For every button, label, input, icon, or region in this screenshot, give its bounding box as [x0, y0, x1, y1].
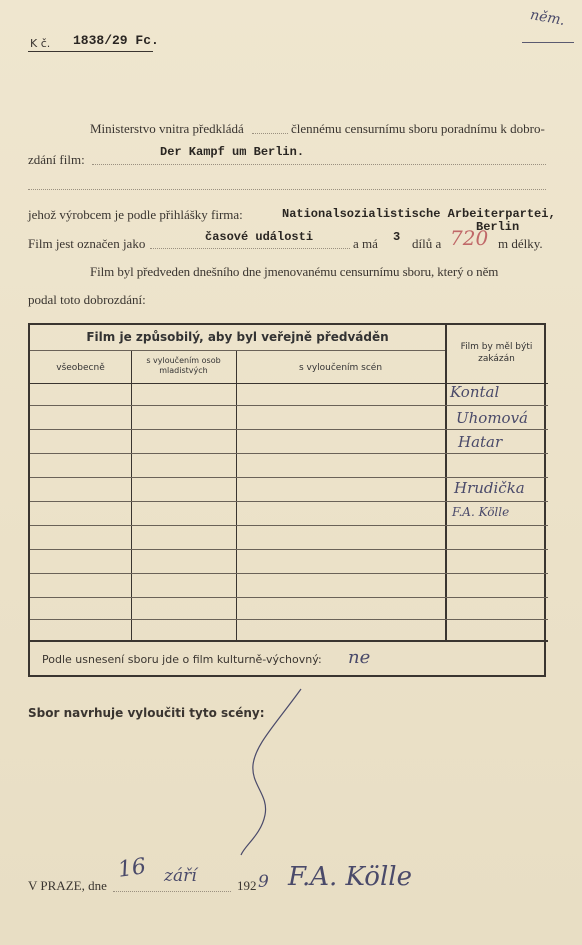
- row-line: [30, 405, 548, 406]
- producer-city: Berlin: [476, 220, 520, 234]
- ref-number: 1838/29 Fc.: [73, 33, 159, 48]
- corner-note: něm.: [528, 7, 567, 29]
- table-body-bottom-line: [30, 640, 548, 642]
- col-header-banned: [445, 341, 548, 365]
- intro-line1-a: Ministerstvo vnitra předkládá: [90, 121, 244, 136]
- col-header-general: všeobecně: [56, 363, 105, 373]
- producer-firm: Nationalsozialistische Arbeiterpartei,: [282, 207, 556, 221]
- intro-line1-b: člennému censurnímu sboru poradnímu k dobro-: [291, 121, 545, 136]
- film-title-line: [92, 164, 546, 165]
- film-title: Der Kampf um Berlin.: [160, 145, 305, 159]
- presented-line2: podal toto dobrozdání:: [28, 292, 146, 307]
- col-header-banned-line1: Film by měl býti: [460, 342, 533, 352]
- footer-year-hand: 9: [258, 872, 269, 892]
- row-line: [30, 429, 548, 430]
- col-header-scenes: s vyloučením scén: [298, 363, 383, 373]
- film-marked-label: Film jest označen jako: [28, 236, 146, 251]
- verdict-table: [28, 323, 546, 677]
- row-line: [30, 619, 548, 620]
- signature-2: Uhomová: [456, 409, 529, 427]
- table-main-header: Film je způsobilý, aby byl veřejně předváděn: [86, 330, 389, 344]
- signature-5: F.A. Kölle: [452, 505, 510, 519]
- film-length: 720: [450, 226, 489, 250]
- row-line: [30, 501, 548, 502]
- ref-underline: [28, 51, 153, 52]
- blank-line: [28, 189, 546, 190]
- row-line: [30, 597, 548, 598]
- scenes-label: Sbor navrhuje vyloučiti tyto scény:: [28, 706, 265, 720]
- footer-day: 16: [116, 854, 148, 883]
- row-line: [30, 525, 548, 526]
- footer-month: září: [164, 866, 197, 886]
- cultural-label: Podle usnesení sboru jde o film kulturně-výchovný:: [42, 653, 322, 666]
- intro-blank: [252, 133, 288, 134]
- col-header-youth: [131, 356, 236, 376]
- footer-place: V PRAZE, dne: [28, 878, 107, 893]
- parts-count: 3: [393, 230, 401, 244]
- intro-line2-label: zdání film:: [28, 152, 85, 167]
- signature-1: Kontal: [450, 383, 500, 401]
- row-line: [30, 573, 548, 574]
- parts-label-b: dílů a: [412, 236, 442, 251]
- col-header-youth-line2: mladistvých: [159, 366, 208, 375]
- scenes-strike-stroke: [235, 685, 315, 860]
- length-unit: m délky.: [498, 236, 543, 251]
- parts-label-a: a má: [353, 236, 378, 251]
- cultural-value: ne: [348, 647, 371, 668]
- row-line: [30, 453, 548, 454]
- presented-line1: Film byl předveden dnešního dne jmenovanému censurnímu sboru, který o něm: [90, 264, 499, 279]
- col-header-youth-line1: s vyloučením osob: [146, 356, 221, 365]
- footer-year: 192: [237, 878, 257, 893]
- film-marked-line: [150, 248, 350, 249]
- col-divider-3: [445, 325, 447, 640]
- producer-label: jehož výrobcem je podle přihlášky firma:: [28, 207, 243, 222]
- film-marked-value: časové události: [205, 230, 314, 244]
- footer-signature: F.A. Kölle: [288, 862, 412, 892]
- ref-prefix: K č.: [30, 37, 51, 50]
- corner-note-underline: [522, 42, 574, 43]
- row-line: [30, 549, 548, 550]
- footer-date-line: [113, 891, 231, 892]
- row-line: [30, 477, 548, 478]
- header-split-line: [30, 350, 445, 351]
- col-header-banned-line2: zakázán: [478, 354, 515, 364]
- signature-3: Hatar: [458, 433, 503, 451]
- signature-4: Hrudička: [454, 479, 525, 497]
